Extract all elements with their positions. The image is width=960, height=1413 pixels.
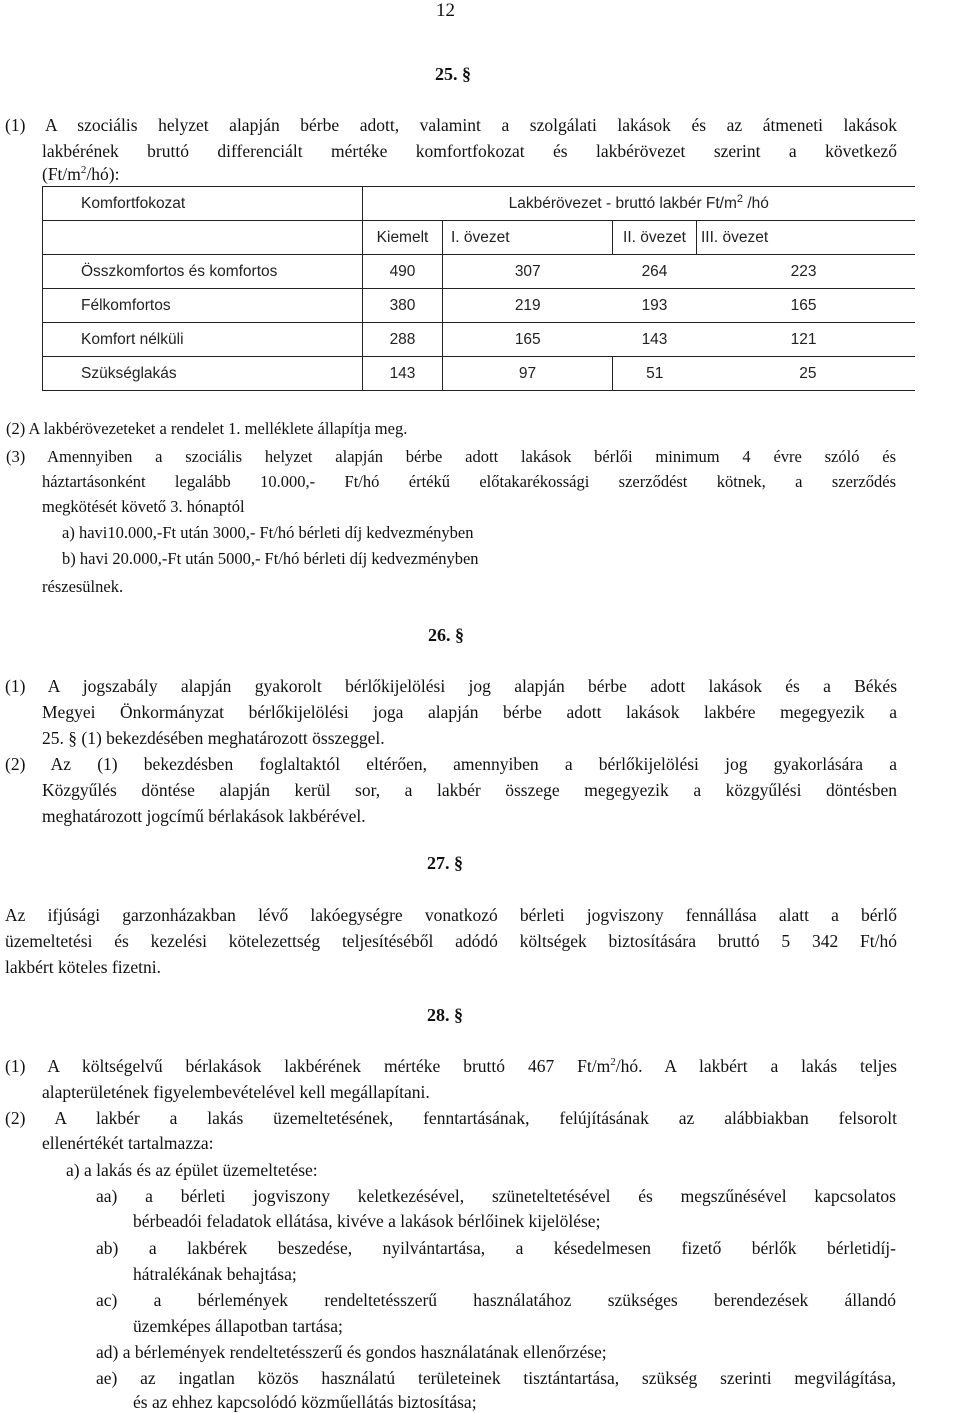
s28-ae-cont: és az ehhez kapcsolódó közműellátás biztosítása; xyxy=(133,1392,477,1412)
s28-aa-cont: bérbeadói feladatok ellátása, kivéve a lakások bérlőinek kijelölése; xyxy=(133,1211,601,1231)
s26-p2-line1: (2) Az (1) bekezdésben foglaltaktól eltérően, amennyiben a bérlőkijelölési jog gyakorlására a xyxy=(5,754,897,774)
cell: 219 xyxy=(443,289,613,323)
s28-p1-line1: (1) A költségelvű bérlakások lakbérének mértéke bruttó 467 $Ft/m^2/hó$. A lakbért a lakás teljes xyxy=(5,1056,897,1076)
s25-p3-line2: háztartásonként legalább 10.000,- Ft/hó értékű előtakarékossági szerződést kötnek, a szerződés xyxy=(42,472,896,491)
s25-p1-line2: lakbérének bruttó differenciált mértéke komfortfokozat és lakbérövezet szerint a következő xyxy=(42,141,897,161)
s25-p3-b: b) havi 20.000,-Ft után 5000,- Ft/hó bérleti díj kedvezményben xyxy=(62,549,479,568)
cell: 25 xyxy=(697,357,915,391)
s28-aa: aa) a bérleti jogviszony keletkezésével, szüneteltetésével és megszűnésével kapcsolatos xyxy=(96,1186,896,1206)
section-heading-25: 25. § xyxy=(435,64,471,84)
s28-p2-line2: ellenértékét tartalmazza: xyxy=(42,1133,214,1153)
table-row xyxy=(43,323,915,357)
s28-ac: ac) a bérlemények rendeltetésszerű használatához szükséges berendezések állandó xyxy=(96,1290,896,1310)
s25-p3-c: részesülnek. xyxy=(42,577,124,596)
s28-a: a) a lakás és az épület üzemeltetése: xyxy=(66,1160,318,1180)
table-zone-row xyxy=(43,221,915,255)
zone-header: II. övezet xyxy=(613,221,697,255)
zone-header: I. övezet xyxy=(443,221,613,255)
s28-ab-cont: hátralékának behajtása; xyxy=(133,1264,297,1284)
cell: 380 xyxy=(363,289,443,323)
cell: 264 xyxy=(613,255,697,289)
s25-p1-line1: (1) A szociális helyzet alapján bérbe adott, valamint a szolgálati lakások és az átmeneti lakások xyxy=(5,115,897,135)
s27-line1: Az ifjúsági garzonházakban lévő lakóegységre vonatkozó bérleti jogviszony fennállása alatt a bérlő xyxy=(5,905,897,925)
s25-p3-line1: (3) Amennyiben a szociális helyzet alapján bérbe adott lakások bérlői minimum 4 évre szóló és xyxy=(6,447,896,466)
s25-p3-line3: megkötését követő 3. hónaptól xyxy=(42,497,245,516)
s26-p1-line3: 25. § (1) bekezdésében meghatározott összeggel. xyxy=(42,728,385,748)
s28-p2-line1: (2) A lakbér a lakás üzemeltetésének, fenntartásának, felújításának az alábbiakban felsorolt xyxy=(5,1108,897,1128)
cell: 307 xyxy=(443,255,613,289)
table-row xyxy=(43,357,915,391)
cell: 97 xyxy=(443,357,613,391)
s27-line2: üzemeltetési és kezelési kötelezettség teljesítéséből adódó költségek biztosítására bruttó 5 342 Ft/hó xyxy=(5,931,897,951)
table-header-row xyxy=(43,187,915,221)
cell: 143 xyxy=(363,357,443,391)
cell: 490 xyxy=(363,255,443,289)
section-heading-28: 28. § xyxy=(427,1005,463,1025)
col-header-komfort: Komfortfokozat xyxy=(43,187,363,221)
cell: 165 xyxy=(443,323,613,357)
s26-p2-line3: meghatározott jogcímű bérlakások lakbérével. xyxy=(42,806,366,826)
zone-row-blank xyxy=(43,221,363,255)
section-heading-26: 26. § xyxy=(428,625,464,645)
page-number: 12 xyxy=(436,0,455,21)
cell: 223 xyxy=(697,255,915,289)
s28-p1-line2: alapterületének figyelembevételével kell megállapítani. xyxy=(42,1082,430,1102)
s28-ae: ae) az ingatlan közös használatú területeinek tisztántartása, szükség szerinti megvilágítása, xyxy=(96,1368,896,1388)
table-row xyxy=(43,289,915,323)
s25-p2: (2) A lakbérövezeteket a rendelet 1. melléklete állapítja meg. xyxy=(6,419,408,438)
s28-ad: ad) a bérlemények rendeltetésszerű és gondos használatának ellenőrzése; xyxy=(96,1342,607,1362)
row-label: Komfort nélküli xyxy=(43,323,363,357)
s28-ab: ab) a lakbérek beszedése, nyilvántartása, a késedelmesen fizető bérlők bérletidíj- xyxy=(96,1238,896,1258)
col-header-group: Lakbérövezet - bruttó lakbér $Ft/m^2$ /hó xyxy=(363,187,915,221)
s26-p2-line2: Közgyűlés döntése alapján kerül sor, a lakbér összege megegyezik a közgyűlési döntésben xyxy=(42,780,897,800)
s27-line3: lakbért köteles fizetni. xyxy=(5,957,161,977)
s26-p1-line1: (1) A jogszabály alapján gyakorolt bérlőkijelölési jog alapján bérbe adott lakások és a Békés xyxy=(5,676,897,696)
row-label: Összkomfortos és komfortos xyxy=(43,255,363,289)
cell: 288 xyxy=(363,323,443,357)
cell: 121 xyxy=(697,323,915,357)
cell: 51 xyxy=(613,357,697,391)
cell: 165 xyxy=(697,289,915,323)
s25-p3-a: a) havi10.000,-Ft után 3000,- Ft/hó bérleti díj kedvezményben xyxy=(62,523,474,542)
s28-ac-cont: üzemképes állapotban tartása; xyxy=(133,1316,343,1336)
row-label: Szükséglakás xyxy=(43,357,363,391)
table-row xyxy=(43,255,915,289)
row-label: Félkomfortos xyxy=(43,289,363,323)
section-heading-27: 27. § xyxy=(427,853,463,873)
cell: 143 xyxy=(613,323,697,357)
cell: 193 xyxy=(613,289,697,323)
rent-table xyxy=(42,186,915,391)
zone-header: III. övezet xyxy=(697,221,915,255)
s25-p1-unit: $(Ft/m^2/hó)$: xyxy=(42,164,120,184)
s26-p1-line2: Megyei Önkormányzat bérlőkijelölési joga alapján bérbe adott lakások lakbére megegyezik a xyxy=(42,702,897,722)
zone-header: Kiemelt xyxy=(363,221,443,255)
